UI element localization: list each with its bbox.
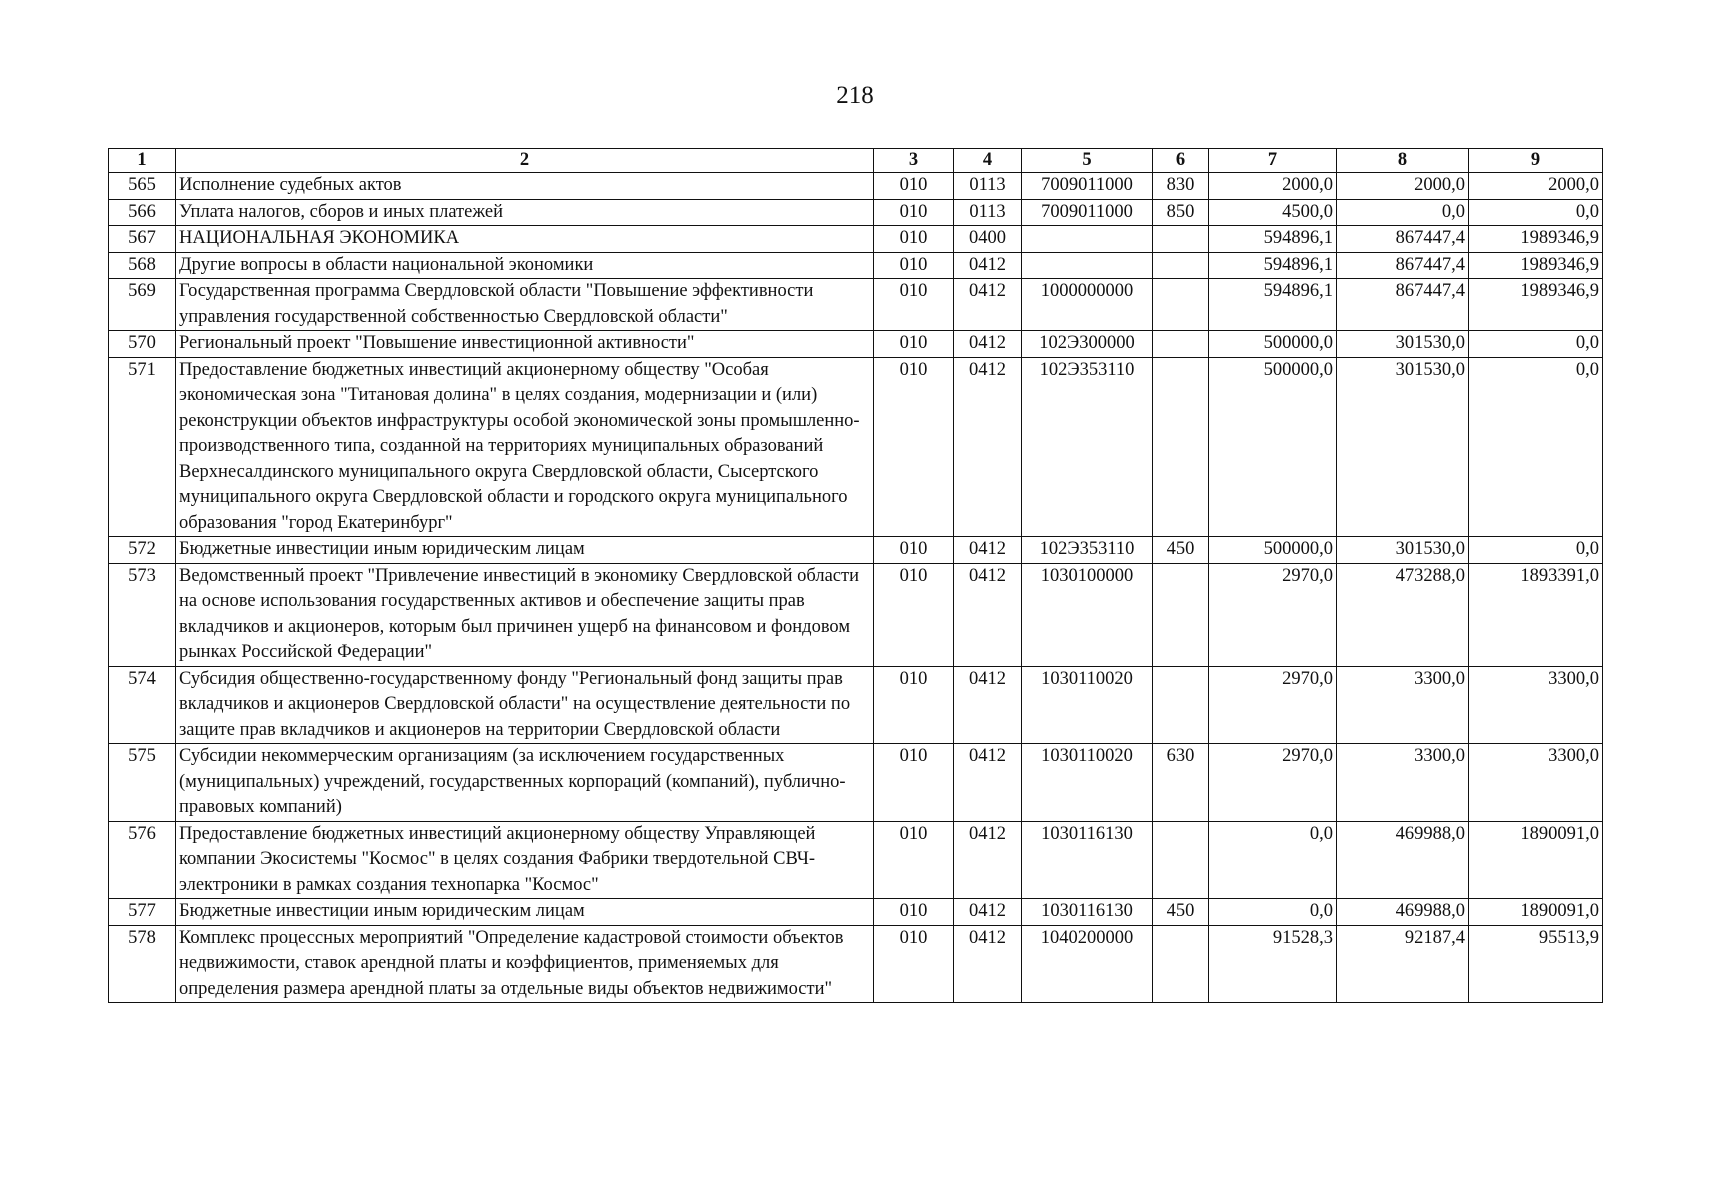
col5-code: 1030100000 [1022, 563, 1153, 666]
row-name: Субсидия общественно-государственному фонду "Региональный фонд защиты прав вкладчиков и акционеров Свердловской области" на осуществление деятельности по защите прав вкладчиков и акционеров на территории Свердловской области [176, 666, 874, 744]
row-number: 571 [109, 357, 176, 537]
col7-value: 2970,0 [1209, 666, 1337, 744]
col4-code: 0400 [954, 226, 1022, 253]
col6-code: 630 [1153, 744, 1209, 822]
page-number: 218 [836, 82, 874, 109]
col5-code: 102Э353110 [1022, 357, 1153, 537]
col9-value: 1893391,0 [1469, 563, 1603, 666]
col6-code [1153, 331, 1209, 358]
col4-code: 0412 [954, 331, 1022, 358]
table-row [109, 199, 1603, 226]
col9-value: 0,0 [1469, 537, 1603, 564]
table-row [109, 925, 1603, 1003]
col3-code: 010 [874, 173, 954, 200]
table-row [109, 744, 1603, 822]
col9-value: 1890091,0 [1469, 899, 1603, 926]
col9-value: 3300,0 [1469, 666, 1603, 744]
row-name: Региональный проект "Повышение инвестиционной активности" [176, 331, 874, 358]
row-number: 572 [109, 537, 176, 564]
col6-code [1153, 252, 1209, 279]
col3-code: 010 [874, 252, 954, 279]
col9-value: 0,0 [1469, 357, 1603, 537]
col9-value: 0,0 [1469, 331, 1603, 358]
row-number: 574 [109, 666, 176, 744]
col3-code: 010 [874, 666, 954, 744]
col5-code [1022, 252, 1153, 279]
column-header: 3 [874, 149, 954, 173]
col3-code: 010 [874, 357, 954, 537]
col5-code: 102Э300000 [1022, 331, 1153, 358]
row-name: Комплекс процессных мероприятий "Определение кадастровой стоимости объектов недвижимости, ставок арендной платы и коэффициентов, применяемых для определения размера арендной платы за отдельные виды объектов недвижимости" [176, 925, 874, 1003]
row-number: 570 [109, 331, 176, 358]
row-number: 567 [109, 226, 176, 253]
col8-value: 301530,0 [1337, 537, 1469, 564]
col8-value: 301530,0 [1337, 331, 1469, 358]
column-header: 1 [109, 149, 176, 173]
col4-code: 0412 [954, 252, 1022, 279]
header-row [109, 149, 1603, 173]
col8-value: 3300,0 [1337, 744, 1469, 822]
table-row [109, 226, 1603, 253]
col5-code [1022, 226, 1153, 253]
col6-code [1153, 279, 1209, 331]
col7-value: 4500,0 [1209, 199, 1337, 226]
col6-code [1153, 821, 1209, 899]
row-name: Бюджетные инвестиции иным юридическим лицам [176, 537, 874, 564]
column-header: 7 [1209, 149, 1337, 173]
table-row [109, 252, 1603, 279]
col7-value: 0,0 [1209, 899, 1337, 926]
col5-code: 1030110020 [1022, 666, 1153, 744]
col3-code: 010 [874, 199, 954, 226]
col6-code: 850 [1153, 199, 1209, 226]
col4-code: 0113 [954, 173, 1022, 200]
row-name: Государственная программа Свердловской области "Повышение эффективности управления государственной собственностью Свердловской области" [176, 279, 874, 331]
col4-code: 0412 [954, 357, 1022, 537]
col7-value: 594896,1 [1209, 252, 1337, 279]
row-name: НАЦИОНАЛЬНАЯ ЭКОНОМИКА [176, 226, 874, 253]
row-name: Субсидии некоммерческим организациям (за исключением государственных (муниципальных) учреждений, государственных корпораций (компаний), публично-правовых компаний) [176, 744, 874, 822]
col6-code [1153, 357, 1209, 537]
col4-code: 0412 [954, 899, 1022, 926]
col6-code [1153, 226, 1209, 253]
row-name: Предоставление бюджетных инвестиций акционерному обществу Управляющей компании Экосистемы "Космос" в целях создания Фабрики твердотельной СВЧ-электроники в рамках создания технопарка "Космос" [176, 821, 874, 899]
col3-code: 010 [874, 744, 954, 822]
col8-value: 3300,0 [1337, 666, 1469, 744]
col7-value: 500000,0 [1209, 331, 1337, 358]
col7-value: 594896,1 [1209, 279, 1337, 331]
col3-code: 010 [874, 925, 954, 1003]
row-number: 566 [109, 199, 176, 226]
row-name: Ведомственный проект "Привлечение инвестиций в экономику Свердловской области на основе использования государственных активов и обеспечение защиты прав вкладчиков и акционеров, которым был причинен ущерб на финансовом и фондовом рынках Российской Федерации" [176, 563, 874, 666]
row-number: 569 [109, 279, 176, 331]
col3-code: 010 [874, 563, 954, 666]
col9-value: 1989346,9 [1469, 279, 1603, 331]
table-row [109, 357, 1603, 537]
col5-code: 1030110020 [1022, 744, 1153, 822]
row-number: 576 [109, 821, 176, 899]
col7-value: 594896,1 [1209, 226, 1337, 253]
col6-code: 450 [1153, 537, 1209, 564]
col6-code [1153, 666, 1209, 744]
col7-value: 500000,0 [1209, 357, 1337, 537]
col8-value: 0,0 [1337, 199, 1469, 226]
col3-code: 010 [874, 279, 954, 331]
col8-value: 867447,4 [1337, 226, 1469, 253]
col9-value: 1989346,9 [1469, 252, 1603, 279]
col8-value: 867447,4 [1337, 279, 1469, 331]
table-row [109, 666, 1603, 744]
col4-code: 0412 [954, 537, 1022, 564]
col7-value: 2970,0 [1209, 744, 1337, 822]
col4-code: 0412 [954, 744, 1022, 822]
table-row [109, 899, 1603, 926]
col6-code [1153, 563, 1209, 666]
col3-code: 010 [874, 226, 954, 253]
table-body [109, 173, 1603, 1003]
budget-table [108, 148, 1603, 1003]
col7-value: 500000,0 [1209, 537, 1337, 564]
col6-code: 450 [1153, 899, 1209, 926]
col4-code: 0412 [954, 925, 1022, 1003]
row-number: 573 [109, 563, 176, 666]
table-row [109, 331, 1603, 358]
col5-code: 1030116130 [1022, 899, 1153, 926]
row-number: 565 [109, 173, 176, 200]
col8-value: 473288,0 [1337, 563, 1469, 666]
col9-value: 1890091,0 [1469, 821, 1603, 899]
col5-code: 102Э353110 [1022, 537, 1153, 564]
row-name: Предоставление бюджетных инвестиций акционерному обществу "Особая экономическая зона "Титановая долина" в целях создания, модернизации и (или) реконструкции объектов инфраструктуры особой экономической зоны промышленно-производственного типа, созданной на территориях муниципальных образований Верхнесалдинского муниципального округа Свердловской области, Сысертского муниципального округа Свердловской области и городского округа муниципального образования "город Екатеринбург" [176, 357, 874, 537]
col8-value: 92187,4 [1337, 925, 1469, 1003]
col8-value: 301530,0 [1337, 357, 1469, 537]
col8-value: 469988,0 [1337, 821, 1469, 899]
table-header [109, 149, 1603, 173]
table-row [109, 279, 1603, 331]
col8-value: 469988,0 [1337, 899, 1469, 926]
col3-code: 010 [874, 821, 954, 899]
row-number: 575 [109, 744, 176, 822]
col5-code: 1040200000 [1022, 925, 1153, 1003]
col8-value: 2000,0 [1337, 173, 1469, 200]
row-name: Уплата налогов, сборов и иных платежей [176, 199, 874, 226]
col4-code: 0113 [954, 199, 1022, 226]
col4-code: 0412 [954, 563, 1022, 666]
col5-code: 1000000000 [1022, 279, 1153, 331]
col6-code: 830 [1153, 173, 1209, 200]
col4-code: 0412 [954, 821, 1022, 899]
table-row [109, 563, 1603, 666]
table-row [109, 537, 1603, 564]
col3-code: 010 [874, 331, 954, 358]
row-number: 577 [109, 899, 176, 926]
col7-value: 91528,3 [1209, 925, 1337, 1003]
col6-code [1153, 925, 1209, 1003]
col4-code: 0412 [954, 279, 1022, 331]
column-header: 5 [1022, 149, 1153, 173]
col9-value: 1989346,9 [1469, 226, 1603, 253]
col7-value: 2000,0 [1209, 173, 1337, 200]
row-number: 578 [109, 925, 176, 1003]
col4-code: 0412 [954, 666, 1022, 744]
table-row [109, 173, 1603, 200]
col5-code: 1030116130 [1022, 821, 1153, 899]
col3-code: 010 [874, 899, 954, 926]
col7-value: 2970,0 [1209, 563, 1337, 666]
col8-value: 867447,4 [1337, 252, 1469, 279]
column-header: 8 [1337, 149, 1469, 173]
row-name: Бюджетные инвестиции иным юридическим лицам [176, 899, 874, 926]
row-name: Исполнение судебных актов [176, 173, 874, 200]
column-header: 6 [1153, 149, 1209, 173]
row-number: 568 [109, 252, 176, 279]
col7-value: 0,0 [1209, 821, 1337, 899]
column-header: 4 [954, 149, 1022, 173]
col9-value: 2000,0 [1469, 173, 1603, 200]
column-header: 2 [176, 149, 874, 173]
col9-value: 95513,9 [1469, 925, 1603, 1003]
column-header: 9 [1469, 149, 1603, 173]
col3-code: 010 [874, 537, 954, 564]
row-name: Другие вопросы в области национальной экономики [176, 252, 874, 279]
col9-value: 0,0 [1469, 199, 1603, 226]
col5-code: 7009011000 [1022, 173, 1153, 200]
col9-value: 3300,0 [1469, 744, 1603, 822]
table-row [109, 821, 1603, 899]
col5-code: 7009011000 [1022, 199, 1153, 226]
